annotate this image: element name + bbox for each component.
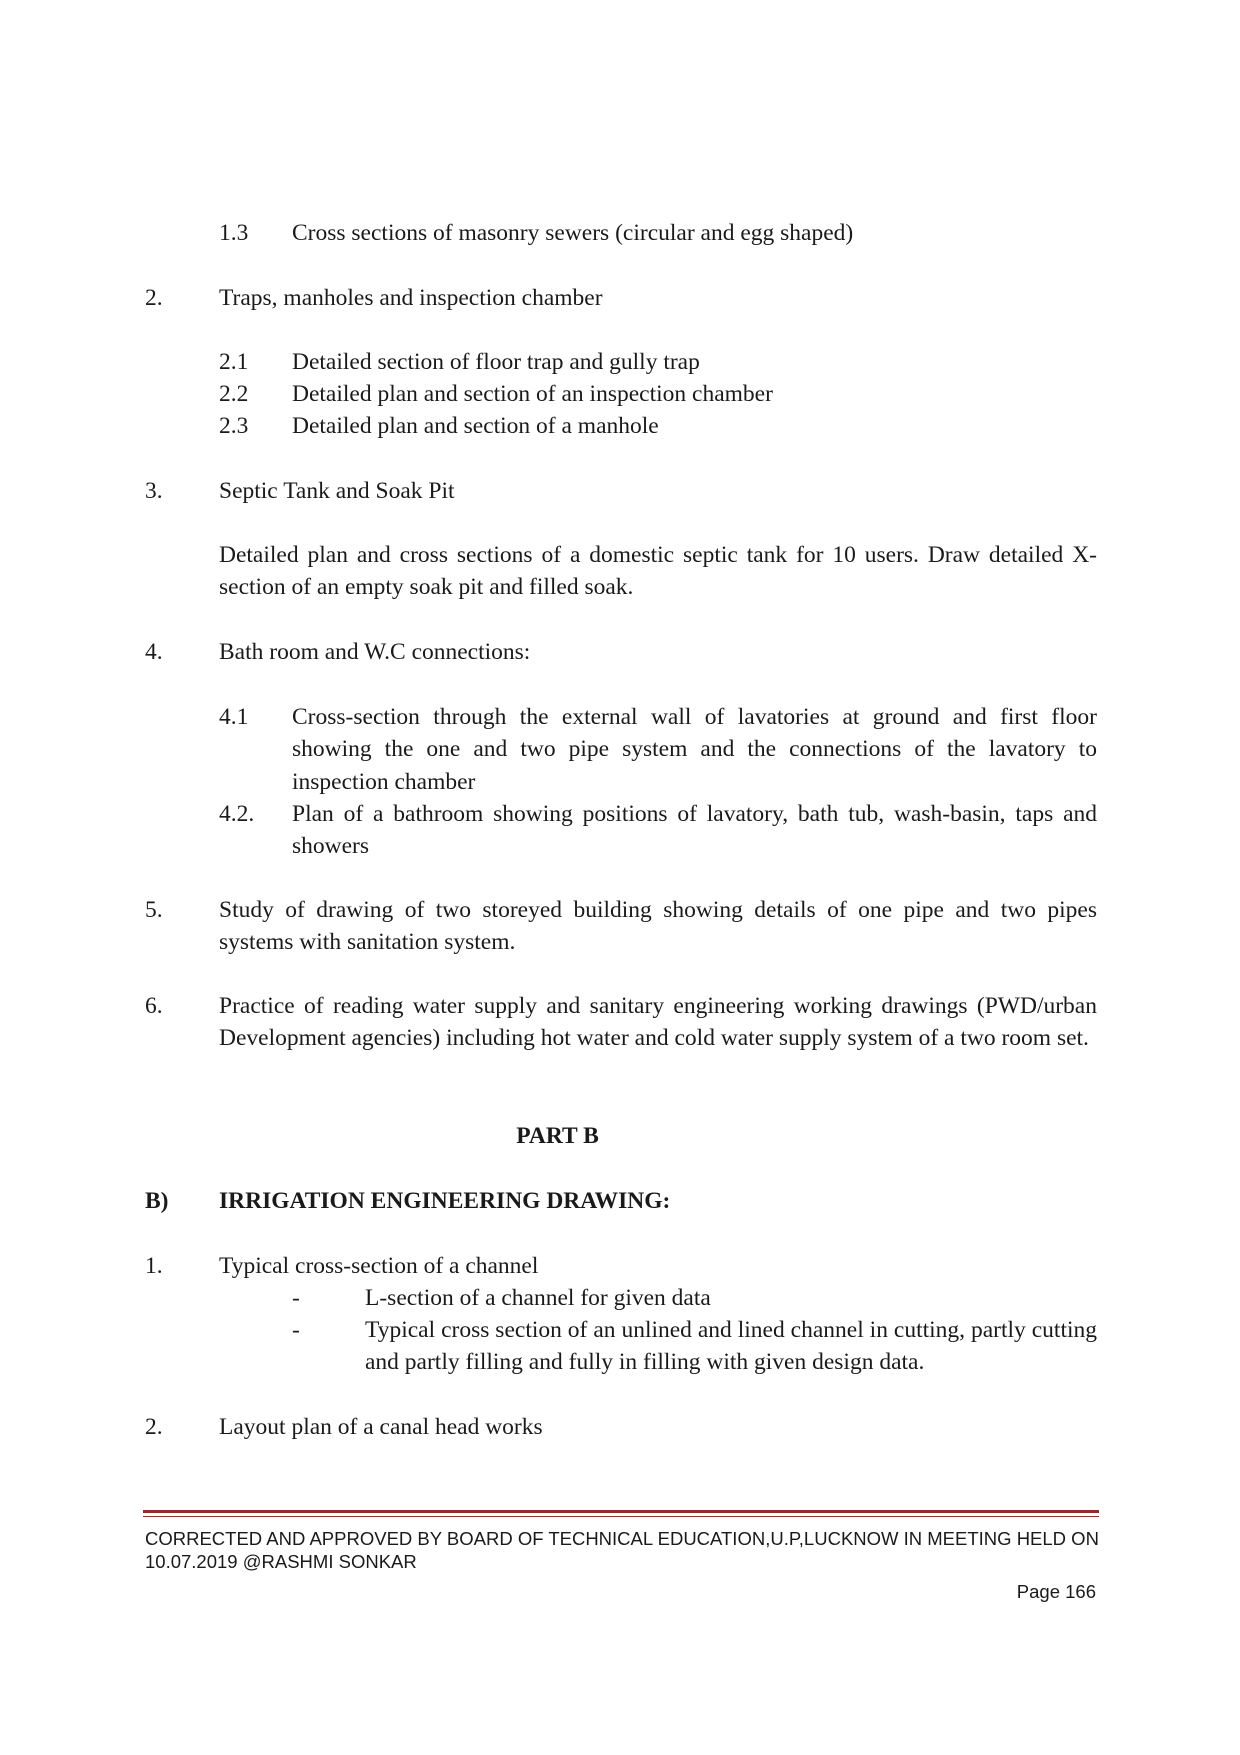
item-text: Detailed section of floor trap and gully trap <box>292 349 700 375</box>
footer-rule-thin <box>143 1516 1099 1517</box>
part-heading: PART B <box>516 1123 599 1149</box>
footer-rule <box>143 1510 1099 1513</box>
paragraph: Study of drawing of two storeyed building showing details of one pipe and two pipes systems with sanitation system. <box>219 897 1097 956</box>
item-text: Detailed plan and section of an inspection chamber <box>292 381 773 407</box>
item-number: 1.3 <box>219 220 249 246</box>
item-text: Cross sections of masonry sewers (circular and egg shaped) <box>292 220 854 246</box>
paragraph: Practice of reading water supply and sanitary engineering working drawings (PWD/urban Development agencies) including hot water and cold water supply system of a two room set. <box>219 993 1097 1052</box>
item-heading: Typical cross-section of a channel <box>219 1253 539 1279</box>
item-text: Detailed plan and section of a manhole <box>292 413 659 439</box>
item-number: 3. <box>145 478 163 504</box>
item-text: L-section of a channel for given data <box>365 1285 711 1311</box>
paragraph: Detailed plan and cross sections of a domestic septic tank for 10 users. Draw detailed X-section of an empty soak pit and filled soak. <box>219 542 1097 601</box>
section-title: IRRIGATION ENGINEERING DRAWING: <box>219 1188 671 1214</box>
item-heading: Bath room and W.C connections: <box>219 639 531 665</box>
item-number: 4. <box>145 639 163 665</box>
item-number: 4.2. <box>219 801 255 827</box>
item-number: 2. <box>145 1414 163 1440</box>
item-number: 2.2 <box>219 381 249 407</box>
item-heading: Layout plan of a canal head works <box>219 1414 543 1440</box>
section-number: B) <box>145 1188 169 1214</box>
dash-mark: - <box>292 1317 300 1343</box>
item-number: 5. <box>145 897 163 923</box>
item-number: 4.1 <box>219 704 249 730</box>
item-number: 6. <box>145 993 163 1019</box>
item-heading: Septic Tank and Soak Pit <box>219 478 455 504</box>
item-number: 2. <box>145 285 163 311</box>
item-number: 2.1 <box>219 349 249 375</box>
page-number: Page 166 <box>1016 1581 1096 1602</box>
dash-mark: - <box>292 1285 300 1311</box>
item-text: Cross-section through the external wall of lavatories at ground and first floor showing the one and two pipe system and the connections of the lavatory to inspection chamber <box>292 704 1097 795</box>
item-text: Typical cross section of an unlined and lined channel in cutting, partly cutting and partly filling and fully in filling with given design data. <box>365 1317 1097 1376</box>
footer-note-line2: 10.07.2019 @RASHMI SONKAR <box>145 1551 417 1572</box>
item-text: Plan of a bathroom showing positions of lavatory, bath tub, wash-basin, taps and showers <box>292 801 1097 860</box>
item-number: 1. <box>145 1253 163 1279</box>
item-number: 2.3 <box>219 413 249 439</box>
footer-note: CORRECTED AND APPROVED BY BOARD OF TECHNICAL EDUCATION,U.P,LUCKNOW IN MEETING HELD ON <box>145 1528 1099 1549</box>
item-heading: Traps, manholes and inspection chamber <box>219 285 603 311</box>
